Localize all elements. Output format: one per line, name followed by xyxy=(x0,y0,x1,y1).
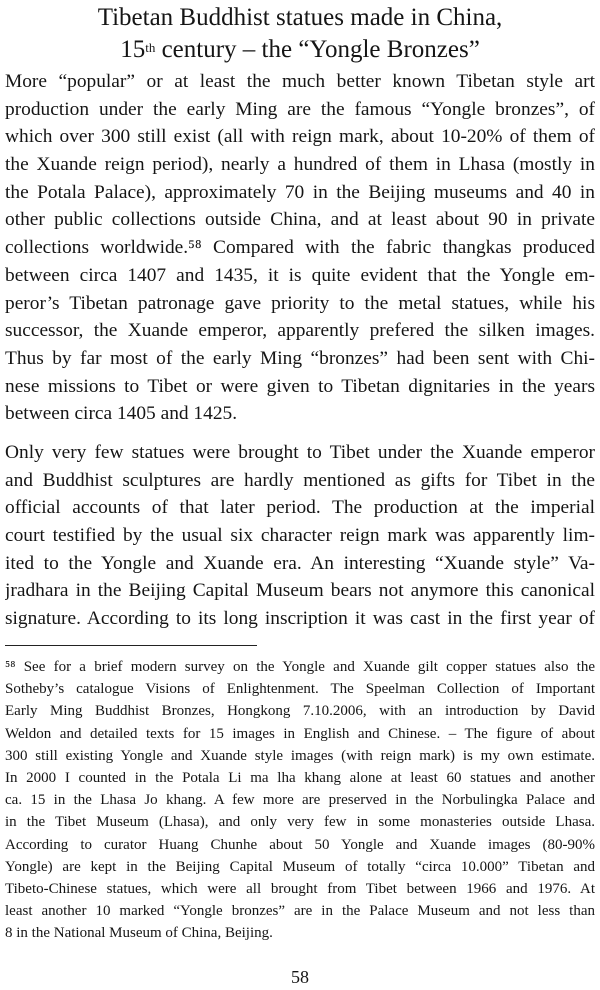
text-line: production under the early Ming are the famous “Yongle bronzes”, of xyxy=(5,98,595,120)
text-line: collections worldwide.⁵⁸ Compared with the fabric thangkas produced xyxy=(5,237,595,259)
text-line: successor, the Xuande emperor, apparently prefered the silken images. xyxy=(5,320,595,342)
title-century-number: 15 xyxy=(120,36,146,63)
text-line: Weldon and detailed texts for 15 images in English and Chinese. – The figure of about xyxy=(5,725,595,742)
text-line: official accounts of that later period. The production at the imperial xyxy=(5,497,595,519)
text-line: 300 still existing Yongle and Xuande style images (with reign mark) is my own estimate. xyxy=(5,747,595,764)
text-line: least another 10 marked “Yongle bronzes” are in the Palace Museum and not less than xyxy=(5,903,595,920)
text-line: which over 300 still exist (all with reign mark, about 10-20% of them of xyxy=(5,126,595,148)
paragraph-1 xyxy=(5,68,595,428)
text-line: other public collections outside China, and at least about 90 in private xyxy=(5,209,595,231)
text-line: Thus by far most of the early Ming “bronzes” had been sent with Chi- xyxy=(5,347,595,369)
text-line: the Potala Palace), approximately 70 in the Beijing museums and 40 in xyxy=(5,181,595,203)
text-line: peror’s Tibetan patronage gave priority to the metal statues, while his xyxy=(5,292,595,314)
text-line: between circa 1405 and 1425. xyxy=(5,403,238,425)
footnote-58 xyxy=(5,656,595,944)
text-line: jradhara in the Beijing Capital Museum bears not anymore this canonical xyxy=(5,580,595,602)
text-line: ited to the Yongle and Xuande era. An interesting “Xuande style” Va- xyxy=(5,552,595,574)
text-line: and Buddhist sculptures are hardly mentioned as gifts for Tibet in the xyxy=(5,469,595,491)
text-line: ⁵⁸ See for a brief modern survey on the Yongle and Xuande gilt copper statues also the xyxy=(5,659,595,675)
text-line: In 2000 I counted in the Potala Li ma lha khang alone at least 60 statues and another xyxy=(5,769,595,786)
text-line: Sotheby’s catalogue Visions of Enlightenment. The Speelman Collection of Important xyxy=(5,681,595,698)
text-line: between circa 1407 and 1435, it is quite evident that the Yongle em- xyxy=(5,264,595,286)
text-line: Yongle) are kept in the Beijing Capital Museum of totally “circa 10.000” Tibetan and xyxy=(5,858,595,875)
title-line-2 xyxy=(0,34,600,66)
text-line: in the Tibet Museum (Lhasa), and only very few in some monasteries outside Lhasa. xyxy=(5,814,595,831)
footnote-separator xyxy=(5,645,257,646)
paragraph-2 xyxy=(5,439,595,633)
text-line: nese missions to Tibet or were given to Tibetan dignitaries in the years xyxy=(5,375,595,397)
text-line: ca. 15 in the Lhasa Jo khang. A few more are preserved in the Norbulingka Palace and xyxy=(5,792,595,809)
text-line: According to curator Huang Chunhe about 50 Yongle and Xuande images (80-90% xyxy=(5,836,595,853)
text-line: 8 in the National Museum of China, Beijing. xyxy=(5,925,273,942)
text-line: Early Ming Buddhist Bronzes, Hongkong 7.10.2006, with an introduction by David xyxy=(5,703,595,720)
text-line: court testified by the usual six character reign mark was apparently lim- xyxy=(5,525,595,547)
text-line: More “popular” or at least the much better known Tibetan style art xyxy=(5,71,595,92)
title-line-1: Tibetan Buddhist statues made in China, xyxy=(97,4,503,31)
text-line: Only very few statues were brought to Tibet under the Xuande emperor xyxy=(5,442,595,463)
text-line: Tibeto-Chinese statues, which were all brought from Tibet between 1966 and 1976. At xyxy=(5,880,595,897)
page-number: 58 xyxy=(291,967,309,987)
title-rest: century – the “Yongle Bronzes” xyxy=(155,36,480,63)
title-superscript: th xyxy=(145,40,156,55)
section-title xyxy=(0,2,600,66)
text-line: the Xuande reign period), nearly a hundred of them in Lhasa (mostly in xyxy=(5,154,595,176)
text-line: signature. According to its long inscription it was cast in the first year of xyxy=(5,608,595,630)
